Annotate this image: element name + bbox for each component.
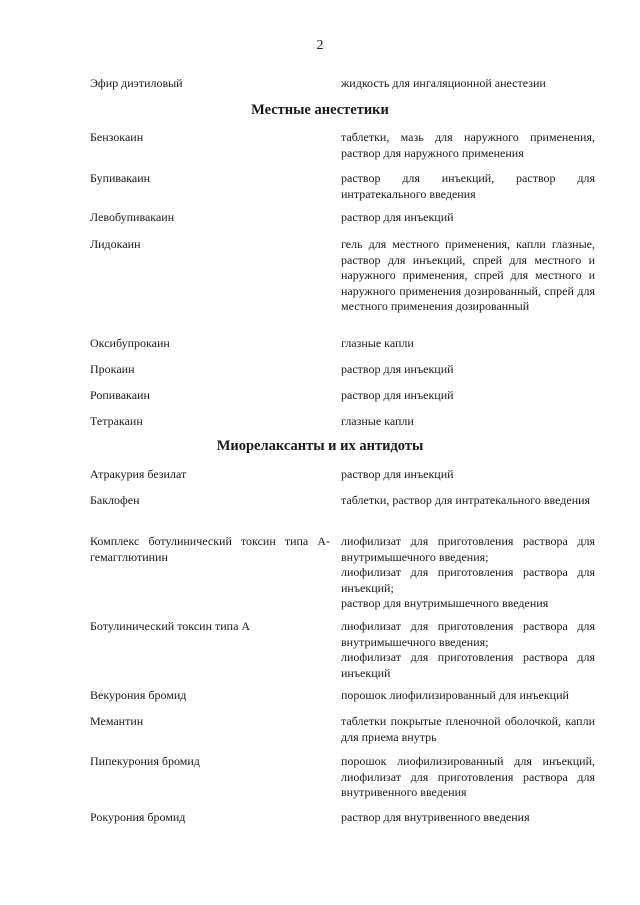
section-heading: Миорелаксанты и их антидоты bbox=[216, 438, 424, 454]
drug-name: Атракурия безилат bbox=[90, 467, 187, 481]
drug-forms bbox=[341, 130, 595, 161]
drug-name: Рокурония бромид bbox=[90, 810, 186, 824]
drug-name: Тетракаин bbox=[90, 414, 143, 428]
drug-form-line: таблетки покрытые пленочной оболочкой, капли для приема внутрь bbox=[341, 714, 595, 744]
drug-forms bbox=[341, 76, 595, 92]
drug-form-line: гель для местного применения, капли глазные, раствор для инъекций, спрей для местного и наружного применения, спрей для местного и наружного применения дозированный, спрей для местного применения дозированный bbox=[341, 237, 595, 313]
drug-name: Ботулинический токсин типа А bbox=[90, 619, 251, 633]
drug-forms bbox=[341, 810, 595, 826]
drug-forms bbox=[341, 688, 595, 704]
drug-forms bbox=[341, 619, 595, 681]
drug-forms bbox=[341, 754, 595, 801]
drug-form-line: порошок лиофилизированный для инъекций, лиофилизат для приготовления раствора для внутривенного введения bbox=[341, 754, 595, 799]
drug-forms bbox=[341, 414, 595, 430]
drug-name: Эфир диэтиловый bbox=[90, 76, 183, 90]
drug-name: Баклофен bbox=[90, 493, 140, 507]
drug-forms bbox=[341, 493, 595, 509]
drug-name: Прокаин bbox=[90, 362, 135, 376]
drug-form-line: раствор для внутривенного введения bbox=[341, 810, 530, 824]
drug-forms bbox=[341, 362, 595, 378]
drug-form-line: жидкость для ингаляционной анестезии bbox=[341, 76, 546, 90]
drug-form-line: лиофилизат для приготовления раствора для внутримышечного введения; bbox=[341, 619, 595, 649]
drug-forms bbox=[341, 714, 595, 745]
drug-forms bbox=[341, 336, 595, 352]
drug-forms bbox=[341, 210, 595, 226]
drug-forms bbox=[341, 388, 595, 404]
section-heading: Местные анестетики bbox=[251, 102, 389, 118]
drug-name: Мемантин bbox=[90, 714, 144, 728]
drug-form-line: раствор для инъекций bbox=[341, 362, 454, 376]
drug-form-line: порошок лиофилизированный для инъекций bbox=[341, 688, 569, 702]
drug-name: Бупивакаин bbox=[90, 171, 151, 185]
drug-form-line: лиофилизат для приготовления раствора для внутримышечного введения; bbox=[341, 534, 595, 564]
drug-name: Лидокаин bbox=[90, 237, 141, 251]
drug-form-line: глазные капли bbox=[341, 336, 414, 350]
drug-name: Комплекс ботулинический токсин типа А-гемагглютинин bbox=[90, 534, 330, 564]
drug-form-line: таблетки, раствор для интратекального введения bbox=[341, 493, 591, 507]
drug-forms bbox=[341, 467, 595, 483]
page-number: 2 bbox=[316, 38, 324, 53]
drug-form-line: раствор для инъекций bbox=[341, 467, 454, 481]
drug-form-line: глазные капли bbox=[341, 414, 414, 428]
drug-form-line: раствор для инъекций bbox=[341, 210, 454, 224]
drug-name: Пипекурония бромид bbox=[90, 754, 200, 768]
drug-form-line: раствор для инъекций bbox=[341, 388, 454, 402]
drug-forms bbox=[341, 171, 595, 202]
drug-forms bbox=[341, 534, 595, 612]
drug-form-line: таблетки, мазь для наружного применения, раствор для наружного применения bbox=[341, 130, 595, 160]
drug-form-line: раствор для внутримышечного введения bbox=[341, 596, 549, 610]
drug-name: Векурония бромид bbox=[90, 688, 187, 702]
drug-form-line: лиофилизат для приготовления раствора для инъекций; bbox=[341, 565, 595, 595]
drug-name: Бензокаин bbox=[90, 130, 144, 144]
drug-forms bbox=[341, 237, 595, 315]
drug-name: Оксибупрокаин bbox=[90, 336, 170, 350]
drug-name: Левобупивакаин bbox=[90, 210, 175, 224]
drug-form-line: лиофилизат для приготовления раствора для инъекций bbox=[341, 650, 595, 680]
drug-name: Ропивакаин bbox=[90, 388, 150, 402]
drug-form-line: раствор для инъекций, раствор для интратекального введения bbox=[341, 171, 595, 201]
